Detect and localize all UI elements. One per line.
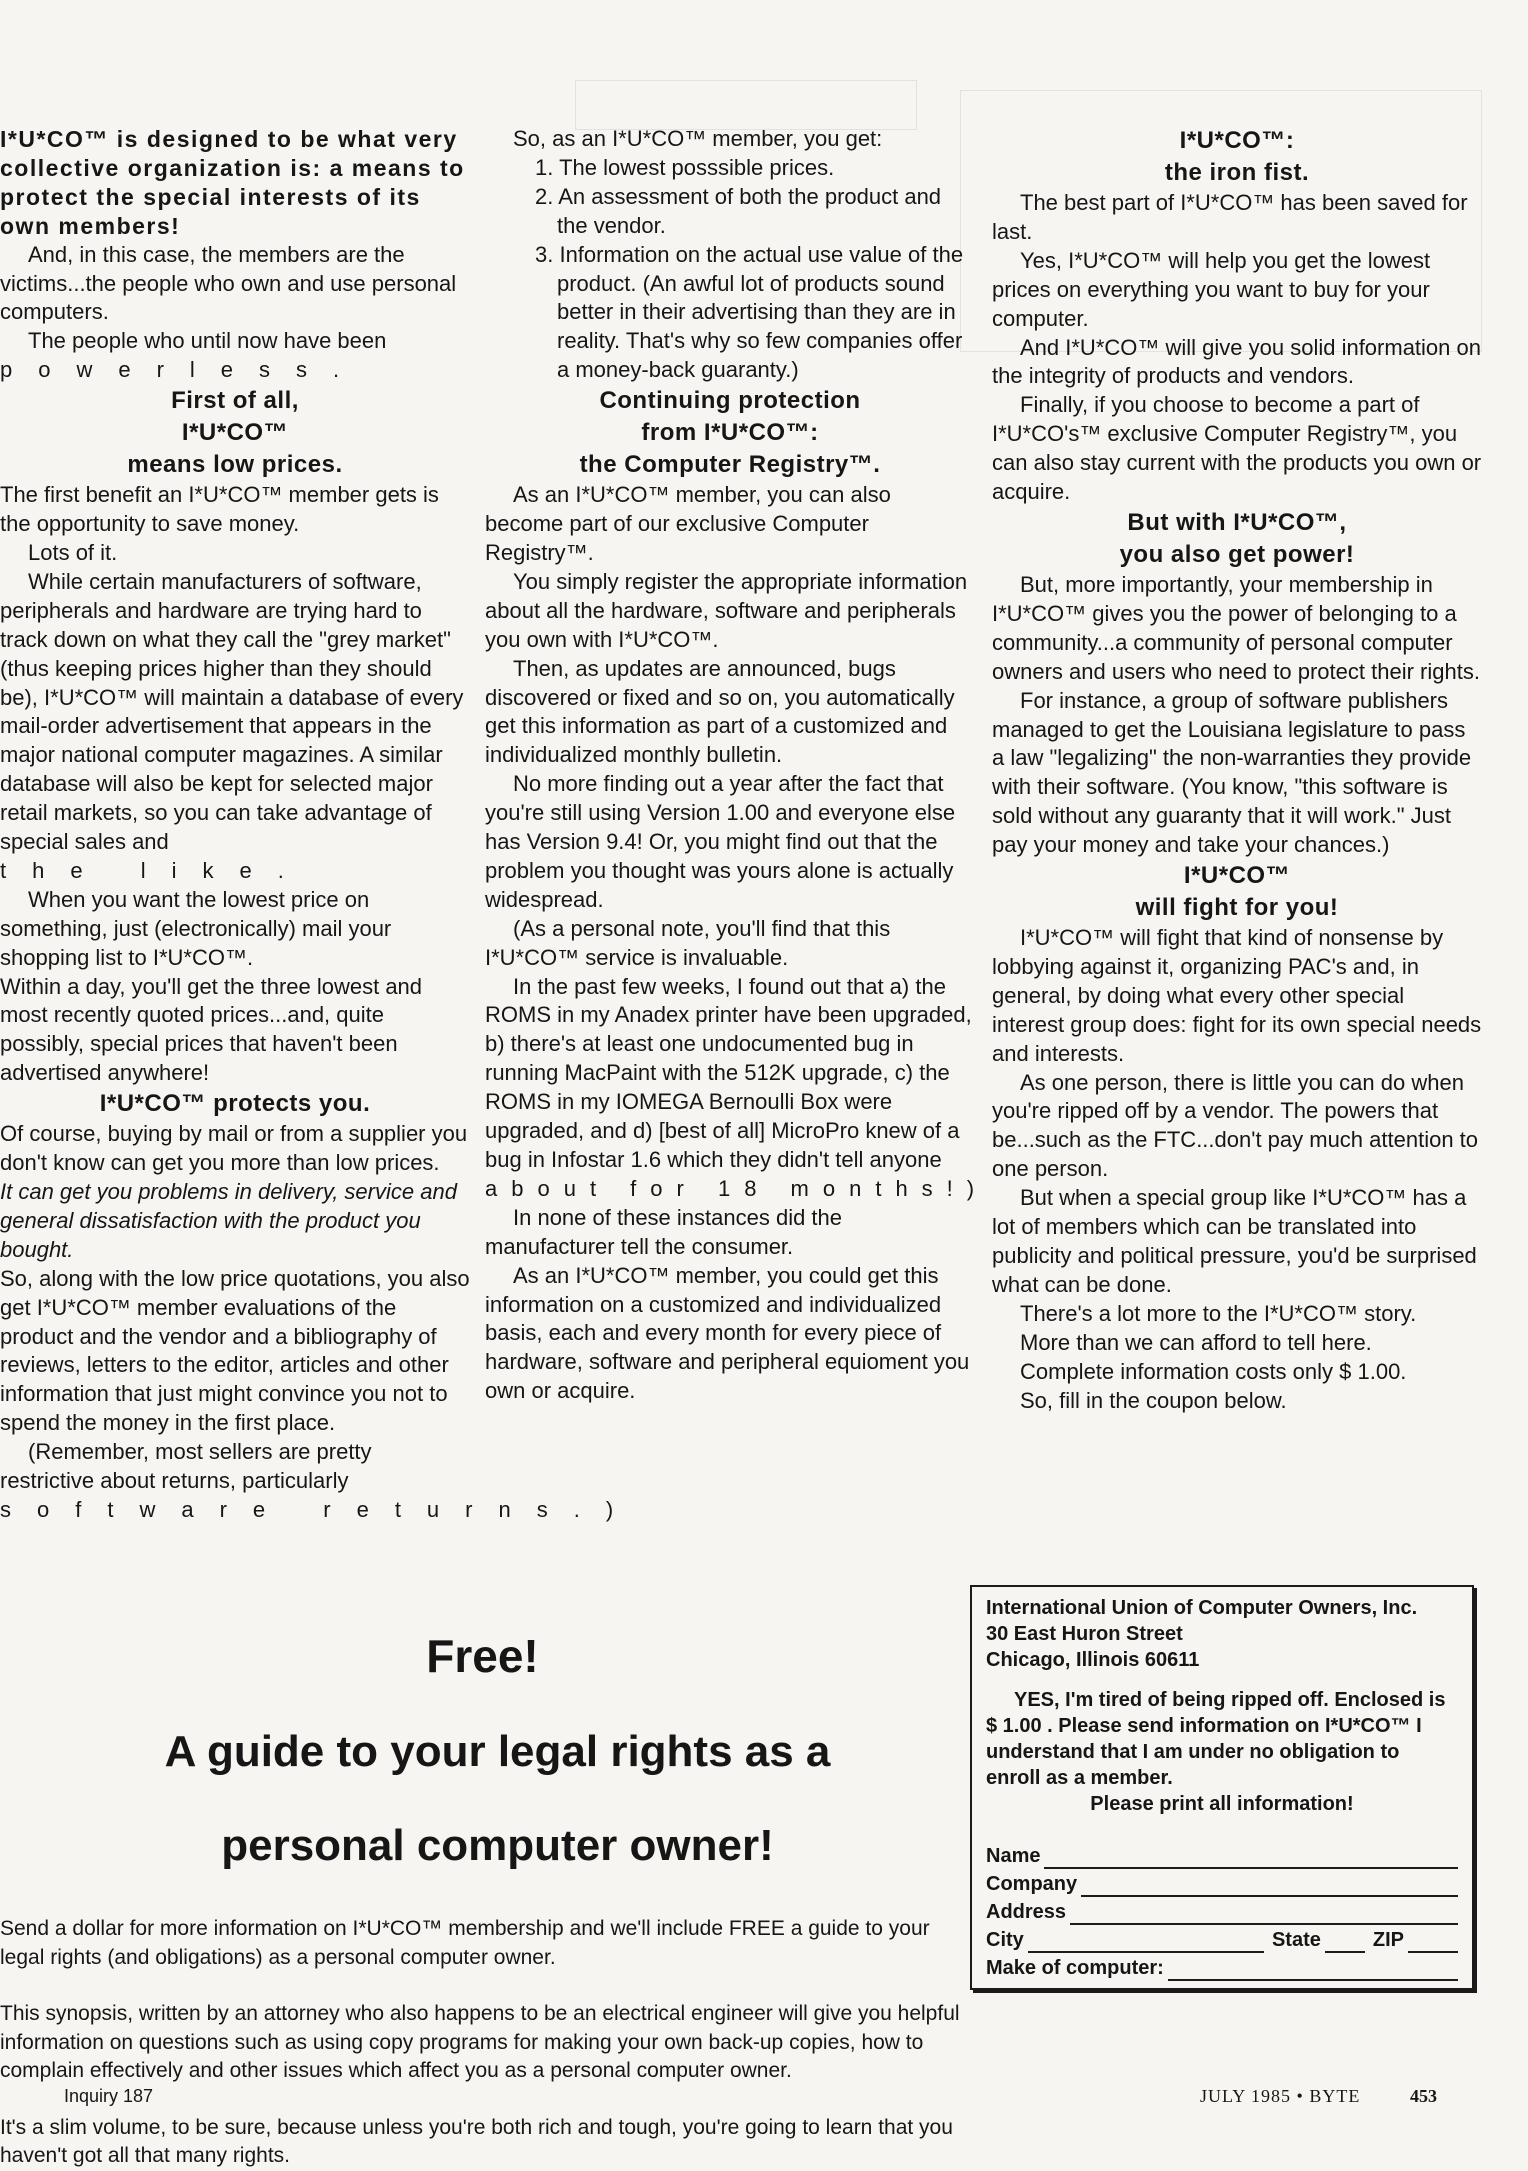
name-line[interactable]: [1044, 1847, 1458, 1869]
paragraph: And, in this case, the members are the victims...the people who own and use personal computers.: [0, 241, 457, 325]
heading: I*U*CO™ protects you.: [99, 1090, 371, 1118]
paragraph: So, as an I*U*CO™ member, you get:: [513, 126, 883, 151]
heading: you also get power!: [1119, 540, 1355, 568]
state-line[interactable]: [1325, 1931, 1365, 1953]
paragraph: For instance, a group of software publishers managed to get the Louisiana legislature to pass a law "legalizing" the non-warranties they provide with their software. (You know, "this software is sold without any guaranty that it will work." Just pay your money and take your chances.): [992, 687, 1472, 858]
computer-make-field[interactable]: [986, 1955, 1458, 1981]
column-2: [485, 125, 989, 1406]
paragraph: There's a lot more to the I*U*CO™ story.: [1020, 1300, 1417, 1326]
paragraph: As one person, there is little you can do when you're ripped off by a vendor. The powers that be...such as the FTC...don't pay much attention to one person.: [992, 1069, 1479, 1182]
paragraph: Finally, if you choose to become a part of I*U*CO's™ exclusive Computer Registry™, you can also stay current with the products you own or acquire.: [992, 392, 1482, 505]
heading: First of all,: [171, 387, 299, 415]
heading: the iron fist.: [1164, 159, 1310, 186]
list-item: 2. An assessment of both the product and the vendor.: [535, 183, 942, 238]
paragraph: The people who until now have been: [28, 328, 387, 354]
city-label: City: [986, 1929, 1024, 1951]
inquiry-number: Inquiry 187: [64, 2086, 154, 2106]
name-label: Name: [986, 1845, 1041, 1867]
coupon-city: Chicago, Illinois 60611: [986, 1649, 1200, 1671]
paragraph: So, fill in the coupon below.: [1020, 1387, 1287, 1413]
city-state-zip-field[interactable]: [986, 1927, 1458, 1953]
paragraph: The first benefit an I*U*CO™ member gets is the opportunity to save money.: [0, 482, 439, 537]
name-field[interactable]: [986, 1843, 1458, 1869]
zip-line[interactable]: [1408, 1931, 1458, 1953]
state-label: State: [1271, 1929, 1321, 1951]
offer-title-line-1: A guide to your legal rights as a: [164, 1727, 831, 1776]
offer-paragraph: Send a dollar for more information on I*U*CO™ membership and we'll include FREE a guide to your legal rights (and obligations) as a personal computer owner.: [0, 1917, 930, 1969]
company-label: Company: [986, 1873, 1078, 1895]
heading: the Computer Registry™.: [579, 451, 881, 479]
paragraph: You simply register the appropriate information about all the hardware, software and peripherals you own with I*U*CO™.: [485, 568, 968, 652]
list-item: 3. Information on the actual use value of the product. (An awful lot of products sound better in their advertising than they are in reality. That's why so few companies offer a money-back guaranty.): [535, 241, 964, 383]
company-line[interactable]: [1081, 1875, 1458, 1897]
paragraph-spread: about for 18 months!): [485, 1175, 989, 1201]
paragraph: Then, as updates are announced, bugs discovered or fixed and so on, you automatically get this information as part of a customized and individualized monthly bulletin.: [485, 655, 955, 768]
page-number: 453: [1410, 2086, 1437, 2106]
address-label: Address: [986, 1901, 1067, 1923]
address-line[interactable]: [1070, 1903, 1458, 1925]
paragraph: Complete information costs only $ 1.00.: [1020, 1358, 1407, 1384]
offer-paragraph: This synopsis, written by an attorney who also happens to be an electrical engineer will give you helpful information on questions such as using copy programs for making your own back-up copies, how to complain effectively and other issues which affect you as a personal computer owner.: [0, 2002, 960, 2082]
city-line[interactable]: [1028, 1931, 1264, 1953]
paragraph: Lots of it.: [28, 539, 118, 565]
company-field[interactable]: [986, 1871, 1458, 1897]
issue-line: JULY 1985 • BYTE: [1200, 2086, 1361, 2106]
heading: Continuing protection: [599, 387, 861, 415]
heading: I*U*CO™: [1183, 862, 1291, 890]
paragraph: I*U*CO™ will fight that kind of nonsense by lobbying against it, organizing PAC's and, in general, by doing what every other special interest group does: fight for its own special needs and interests.: [992, 925, 1482, 1066]
paragraph: So, along with the low price quotations, you also get I*U*CO™ member evaluations of the product and the vendor and a bibliography of reviews, letters to the editor, articles and other information that just might convince you not to spend the money in the first place.: [0, 1265, 470, 1436]
paragraph: More than we can afford to tell here.: [1020, 1329, 1372, 1355]
coupon-message: YES, I'm tired of being ripped off. Enclosed is $ 1.00 . Please send information on I*U*CO™ I understand that I am under no obligation to enroll as a member.: [986, 1689, 1446, 1789]
coupon-print-note: Please print all information!: [1090, 1793, 1354, 1815]
order-coupon: [970, 1585, 1474, 1990]
offer-paragraph: It's a slim volume, to be sure, because unless you're both rich and tough, you're going to learn that you haven't got all that many rights.: [0, 2115, 953, 2167]
paragraph: As an I*U*CO™ member, you can also become part of our exclusive Computer Registry™.: [485, 482, 891, 565]
paragraph: Of course, buying by mail or from a supplier you don't know can get you more than low prices.: [0, 1121, 468, 1176]
paragraph-spread: powerless.: [0, 357, 366, 383]
paragraph: When you want the lowest price on something, just (electronically) mail your shopping list to I*U*CO™.: [0, 886, 392, 970]
paragraph: But, more importantly, your membership in I*U*CO™ gives you the power of belonging to a community...a community of personal computer owners and users who need to protect their rights.: [992, 571, 1480, 684]
computer-make-label: Make of computer:: [986, 1957, 1164, 1979]
computer-make-line[interactable]: [1168, 1959, 1458, 1981]
heading: I*U*CO™: [181, 419, 289, 447]
paragraph: And I*U*CO™ will give you solid information on the integrity of products and vendors.: [992, 334, 1481, 389]
free-guide-offer: [0, 1585, 965, 2171]
paragraph: No more finding out a year after the fact that you're still using Version 1.00 and everyone else has Version 9.4! Or, you might find out that the problem you thought was yours alone is actually widespread.: [485, 771, 956, 912]
paragraph: While certain manufacturers of software, peripherals and hardware are trying hard to track down on what they call the "grey market" (thus keeping prices higher than they should be), I*U*CO™ will maintain a database of every mail-order advertisement that appears in the major national computer magazines. A similar database will also be kept for selected major retail markets, so you can take advantage of special sales and: [0, 568, 464, 855]
paragraph: In none of these instances did the manufacturer tell the consumer.: [485, 1204, 843, 1259]
list-item: 1. The lowest posssible prices.: [535, 154, 835, 180]
paragraph: Within a day, you'll get the three lowest and most recently quoted prices...and, quite possibly, special prices that haven't been advertised anywhere!: [0, 973, 423, 1086]
heading: from I*U*CO™:: [641, 419, 819, 447]
offer-title-line-2: personal computer owner!: [221, 1821, 774, 1870]
column-1-lead: I*U*CO™ is designed to be what very collective organization is: a means to protect the special interests of its own members!: [0, 126, 465, 239]
paragraph-spread: software returns.): [0, 1496, 640, 1522]
zip-label: ZIP: [1372, 1929, 1404, 1951]
coupon-street: 30 East Huron Street: [986, 1623, 1183, 1645]
heading: means low prices.: [127, 451, 343, 479]
bleed-through-box: [575, 80, 917, 130]
address-field[interactable]: [986, 1899, 1458, 1925]
heading: will fight for you!: [1135, 894, 1339, 922]
paragraph: But when a special group like I*U*CO™ has a lot of members which can be translated into publicity and political pressure, you'd be surprised what can be done.: [992, 1185, 1477, 1297]
coupon-org-name: International Union of Computer Owners, Inc.: [986, 1597, 1418, 1619]
column-1: [0, 125, 640, 1525]
paragraph: As an I*U*CO™ member, you could get this information on a customized and individualized basis, each and every month for every piece of hardware, software and peripheral equioment you own or acquire.: [485, 1262, 970, 1404]
paragraph: It can get you problems in delivery, service and general dissatisfaction with the product you bought.: [0, 1179, 457, 1262]
benefits-list: [485, 154, 975, 385]
paragraph: The best part of I*U*CO™ has been saved for last.: [992, 190, 1468, 244]
offer-title-free: Free!: [426, 1630, 539, 1682]
paragraph: In the past few weeks, I found out that a) the ROMS in my Anadex printer have been upgraded, b) there's at least one undocumented bug in running MacPaint with the 512K upgrade, c) the ROMS in my IOMEGA Bernoulli Box were upgraded, and d) [best of all] MicroPro knew of a bug in Infostar 1.6 which they didn't tell anyone: [485, 973, 972, 1172]
column-3: [992, 125, 1482, 1415]
paragraph-spread: the like.: [0, 857, 310, 883]
paragraph: Yes, I*U*CO™ will help you get the lowest prices on everything you want to buy for your computer.: [992, 247, 1431, 331]
heading: But with I*U*CO™,: [1127, 508, 1347, 536]
paragraph: (As a personal note, you'll find that this I*U*CO™ service is invaluable.: [485, 915, 891, 970]
paragraph: (Remember, most sellers are pretty restrictive about returns, particularly: [0, 1439, 372, 1494]
heading: I*U*CO™:: [1179, 127, 1295, 154]
